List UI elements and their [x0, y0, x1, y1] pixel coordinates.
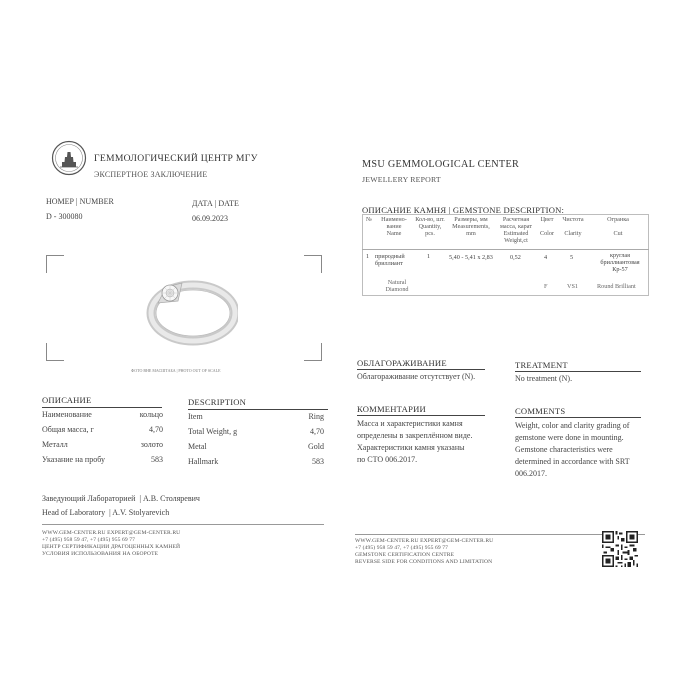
desc-ru-label: Указание на пробу: [42, 455, 105, 464]
td-name: природный бриллиант: [375, 253, 405, 268]
doc-type-en: JEWELLERY REPORT: [362, 175, 441, 184]
footer-line: ЦЕНТР СЕРТИФИКАЦИИ ДРАГОЦЕННЫХ КАМНЕЙ: [42, 544, 181, 550]
desc-ru-label: Металл: [42, 440, 68, 449]
gem-title: ОПИСАНИЕ КАМНЯ | GEMSTONE DESCRIPTION:: [362, 205, 565, 215]
th-en: Cut: [613, 230, 623, 238]
th-ru: Наимено-вание: [381, 216, 407, 231]
th-ru: №: [366, 216, 372, 223]
th-ru: Размеры, мм: [454, 216, 488, 223]
enh-en-rule: [515, 371, 641, 372]
enh-ru-text: Облагораживание отсутствует (N).: [357, 372, 476, 381]
td-clarity: 5: [570, 254, 574, 261]
th-weight: [496, 216, 536, 245]
org-name-ru: ГЕММОЛОГИЧЕСКИЙ ЦЕНТР МГУ: [94, 153, 258, 164]
th-ru: Чистота: [562, 216, 584, 223]
th-en: Estimated Weight,ct: [503, 230, 529, 245]
td-num: 1: [366, 253, 370, 260]
enh-en-text: No treatment (N).: [515, 374, 573, 383]
th-qty: [414, 216, 446, 237]
desc-ru-title: ОПИСАНИЕ: [42, 395, 92, 405]
com-en-line: 006.2017.: [515, 469, 547, 478]
com-en-line: Gemstone characteristics were: [515, 445, 613, 454]
td-cut-en: Round Brilliant: [597, 283, 636, 290]
desc-en-value: Ring: [308, 412, 324, 421]
qr-code-icon[interactable]: [602, 531, 638, 567]
desc-en-value: Gold: [308, 442, 324, 451]
com-ru-rule: [357, 415, 485, 416]
th-en: Measurements, mm: [452, 223, 490, 238]
right-page: [345, 118, 655, 580]
photo-corner-tr: [304, 255, 322, 273]
td-color: 4: [544, 254, 548, 261]
com-en-line: determined in accordance with SRT: [515, 457, 630, 466]
th-ru: Огранка: [607, 216, 629, 223]
com-ru-line: определены в закреплённом виде.: [357, 431, 473, 440]
th-ru: Расчетная масса, карат: [499, 216, 533, 231]
td-qty: 1: [427, 253, 431, 260]
th-clarity: [558, 216, 588, 237]
desc-en-title: DESCRIPTION: [188, 397, 247, 407]
photo-corner-bl: [46, 343, 64, 361]
desc-en-label: Item: [188, 412, 203, 421]
desc-en-label: Hallmark: [188, 457, 219, 466]
desc-ru-label: Наименование: [42, 410, 92, 419]
com-en-line: Weight, color and clarity grading of: [515, 421, 630, 430]
th-cut: [589, 216, 647, 237]
th-name: [375, 216, 413, 237]
desc-en-value: 583: [312, 457, 324, 466]
th-ru: Цвет: [540, 216, 554, 223]
desc-en-label: Metal: [188, 442, 207, 451]
head-en: Head of Laboratory | A.V. Stolyarevich: [42, 508, 170, 517]
com-ru-title: КОММЕНТАРИИ: [357, 404, 426, 414]
number-label: НОМЕР | NUMBER: [46, 197, 114, 206]
desc-ru-value: золото: [140, 440, 163, 449]
th-en: Color: [539, 230, 555, 238]
date-value: 06.09.2023: [192, 214, 228, 223]
com-ru-line: по СТО 006.2017.: [357, 455, 418, 464]
td-weight: 0,52: [510, 254, 521, 261]
td-color-en: F: [544, 283, 548, 290]
desc-ru-label: Общая масса, г: [42, 425, 94, 434]
gem-table-header-rule: [362, 249, 649, 250]
photo-caption: ФОТО ВНЕ МАСШТАБА | PHOTO OUT OF SCALE: [131, 368, 221, 373]
footer-line: WWW.GEM-CENTER.RU EXPERT@GEM-CENTER.RU: [355, 538, 494, 544]
enh-ru-rule: [357, 369, 485, 370]
ring-photo: [138, 273, 238, 351]
th-ru: Кол-во, шт.: [415, 216, 445, 223]
th-en: Name: [386, 230, 402, 238]
date-label: ДАТА | DATE: [192, 199, 239, 208]
com-en-rule: [515, 417, 641, 418]
desc-ru-value: 4,70: [149, 425, 163, 434]
desc-en-rule: [188, 409, 328, 410]
desc-ru-rule: [42, 407, 162, 408]
td-cut: круглая бриллиантовая Кр-57: [600, 252, 640, 274]
footer-line: +7 (495) 958 59 47, +7 (495) 955 69 77: [355, 545, 449, 551]
com-en-title: COMMENTS: [515, 406, 566, 416]
photo-corner-br: [304, 343, 322, 361]
td-meas: 5,40 - 5,41 x 2,83: [449, 254, 493, 261]
enh-en-title: TREATMENT: [515, 360, 568, 370]
desc-en-label: Total Weight, g: [188, 427, 238, 436]
footer-line: УСЛОВИЯ ИСПОЛЬЗОВАНИЯ НА ОБОРОТЕ: [42, 551, 159, 557]
photo-corner-tl: [46, 255, 64, 273]
footer-line: +7 (495) 958 59 47, +7 (495) 955 69 77: [42, 537, 136, 543]
org-name-en: MSU GEMMOLOGICAL CENTER: [362, 159, 520, 170]
footer-line: REVERSE SIDE FOR CONDITIONS AND LIMITATION: [355, 559, 493, 565]
th-color: [537, 216, 557, 237]
th-num: [364, 216, 374, 223]
td-name-en: Natural Diamond: [385, 279, 409, 294]
footer-rule-left: [42, 524, 324, 525]
msu-emblem-icon: [51, 140, 87, 176]
number-value: D - 300080: [46, 212, 83, 221]
th-en: Quantity, pcs.: [418, 223, 442, 238]
com-en-line: gemstone were done in mounting.: [515, 433, 624, 442]
th-en: Clarity: [564, 230, 582, 238]
td-clarity-en: VS1: [567, 283, 579, 290]
com-ru-line: Масса и характеристики камня: [357, 419, 463, 428]
footer-line: WWW.GEM-CENTER.RU EXPERT@GEM-CENTER.RU: [42, 530, 181, 536]
desc-ru-value: кольцо: [139, 410, 163, 419]
com-ru-line: Характеристики камня указаны: [357, 443, 465, 452]
desc-en-value: 4,70: [310, 427, 324, 436]
desc-ru-value: 583: [151, 455, 163, 464]
doc-type-ru: ЭКСПЕРТНОЕ ЗАКЛЮЧЕНИЕ: [94, 170, 208, 179]
footer-line: GEMSTONE CERTIFICATION CENTRE: [355, 552, 455, 558]
enh-ru-title: ОБЛАГОРАЖИВАНИЕ: [357, 358, 447, 368]
left-page: [28, 118, 336, 580]
th-meas: [447, 216, 495, 237]
head-ru: Заведующий Лабораторией | А.В. Столяревич: [42, 494, 200, 503]
